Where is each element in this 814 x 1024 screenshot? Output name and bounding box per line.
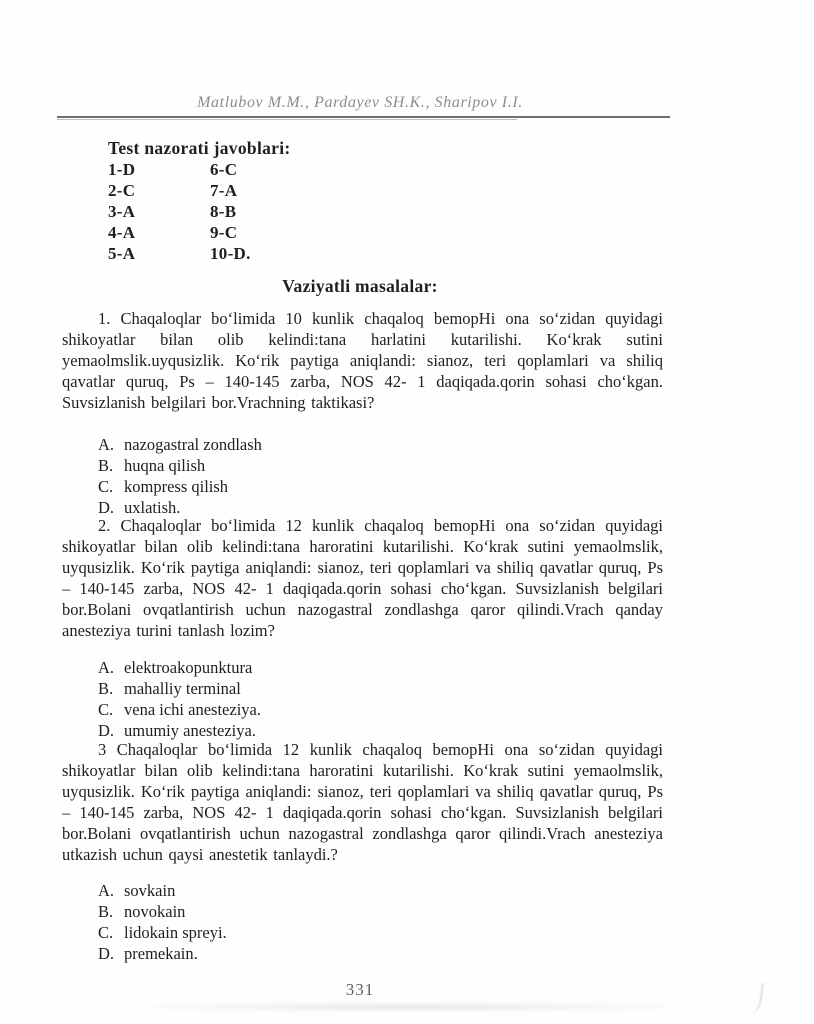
problem-1-options bbox=[98, 434, 638, 518]
section-title: Vaziyatli masalalar: bbox=[282, 276, 438, 296]
option-text: umumiy anesteziya. bbox=[124, 721, 256, 740]
option-row bbox=[98, 434, 638, 455]
page-number: 331 bbox=[345, 980, 375, 999]
option-row bbox=[98, 922, 638, 943]
option-row bbox=[98, 880, 638, 901]
option-letter: D. bbox=[98, 721, 115, 740]
option-letter: A. bbox=[98, 658, 115, 677]
answer-pair: 10-D. bbox=[210, 244, 251, 263]
option-letter: D. bbox=[98, 498, 115, 517]
option-row bbox=[98, 901, 638, 922]
header-rule bbox=[57, 116, 670, 118]
answer-pair: 2-C bbox=[108, 181, 136, 200]
option-letter: A. bbox=[98, 881, 115, 900]
answer-pair: 7-A bbox=[210, 181, 238, 200]
option-row bbox=[98, 455, 638, 476]
scan-edge-artifact bbox=[746, 981, 764, 1014]
answer-pair: 4-A bbox=[108, 223, 136, 242]
option-row bbox=[98, 943, 638, 964]
option-text: uxlatish. bbox=[124, 498, 181, 517]
answer-pair: 6-C bbox=[210, 160, 238, 179]
scan-shadow-artifact bbox=[110, 1003, 710, 1011]
option-letter: D. bbox=[98, 944, 115, 963]
option-letter: B. bbox=[98, 456, 114, 475]
option-text: nazogastral zondlash bbox=[124, 435, 262, 454]
answer-pair: 5-A bbox=[108, 244, 136, 263]
problem-3-text: 3 Chaqaloqlar bo‘limida 12 kunlik chaqaloq bemopHi ona so‘zidan quyidagi shikoyatlar bilan olib kelindi:tana haroratini kutarilishi. Ko‘krak sutini yemaolmslik, uyqusizlik. Ko‘rik paytiga aniqlandi: sianoz, teri qoplamlari va shiliq qavatlar quruq, Ps – 140-145 zarba, NOS 42- 1 daqiqada.qorin sohasi cho‘kgan. Suvsizlanish belgilari bor.Bolani ovqatlantirish uchun nazogastral zondlashga qaror qilindi.Vrach anesteziya utkazish uchun qaysi anestetik tanlaydi.? bbox=[62, 740, 663, 864]
option-text: lidokain spreyi. bbox=[124, 923, 227, 942]
answers-title: Test nazorati javoblari: bbox=[108, 138, 291, 158]
header-rule-echo bbox=[57, 119, 517, 120]
option-text: kompress qilish bbox=[124, 477, 229, 496]
option-letter: A. bbox=[98, 435, 115, 454]
answer-row bbox=[108, 159, 291, 180]
answer-row bbox=[108, 243, 291, 264]
option-row bbox=[98, 476, 638, 497]
problem-2-options bbox=[98, 657, 638, 741]
answer-row bbox=[108, 222, 291, 243]
option-text: premekain. bbox=[124, 944, 198, 963]
answer-pair: 1-D bbox=[108, 160, 136, 179]
option-letter: B. bbox=[98, 679, 114, 698]
option-text: huqna qilish bbox=[124, 456, 206, 475]
option-row bbox=[98, 678, 638, 699]
option-letter: C. bbox=[98, 923, 114, 942]
answer-row bbox=[108, 180, 291, 201]
answer-pair: 3-A bbox=[108, 202, 136, 221]
option-text: novokain bbox=[124, 902, 186, 921]
answer-pair: 9-C bbox=[210, 223, 238, 242]
option-letter: C. bbox=[98, 700, 114, 719]
option-text: vena ichi anesteziya. bbox=[124, 700, 261, 719]
problem-3-options bbox=[98, 880, 638, 964]
option-row bbox=[98, 657, 638, 678]
option-text: sovkain bbox=[124, 881, 176, 900]
problem-1-text: 1. Chaqaloqlar bo‘limida 10 kunlik chaqaloq bemopHi ona so‘zidan quyidagi shikoyatlar bilan olib kelindi:tana harlatini kutarilishi. Ko‘krak sutini yemaolmslik.uyqusizlik. Ko‘rik paytiga aniqlandi: sianoz, teri qoplamlari va shiliq qavatlar quruq, Ps – 140-145 zarba, NOS 42- 1 daqiqada.qorin sohasi cho‘kgan. Suvsizlanish belgilari bor.Vrachning taktikasi? bbox=[62, 309, 663, 412]
option-row bbox=[98, 720, 638, 741]
running-header: Matlubov M.M., Pardayev SH.K., Sharipov I.I. bbox=[197, 94, 523, 111]
option-letter: B. bbox=[98, 902, 114, 921]
problem-2-text: 2. Chaqaloqlar bo‘limida 12 kunlik chaqaloq bemopHi ona so‘zidan quyidagi shikoyatlar bilan olib kelindi:tana haroratini kutarilishi. Ko‘krak sutini yemaolmslik, uyqusizlik. Ko‘rik paytiga aniqlandi: sianoz, teri qoplamlari va shiliq qavatlar quruq, Ps – 140-145 zarba, NOS 42- 1 daqiqada.qorin sohasi cho‘kgan. Suvsizlanish belgilari bor.Bolani ovqatlantirish uchun nazogastral zondlashga qaror qilindi.Vrach qanday anesteziya turini tanlash lozim? bbox=[62, 516, 663, 640]
option-text: mahalliy terminal bbox=[124, 679, 241, 698]
answer-pair: 8-B bbox=[210, 202, 237, 221]
option-text: elektroakopunktura bbox=[124, 658, 253, 677]
option-letter: C. bbox=[98, 477, 114, 496]
option-row bbox=[98, 699, 638, 720]
answer-row bbox=[108, 201, 291, 222]
test-answers-block bbox=[108, 138, 291, 264]
